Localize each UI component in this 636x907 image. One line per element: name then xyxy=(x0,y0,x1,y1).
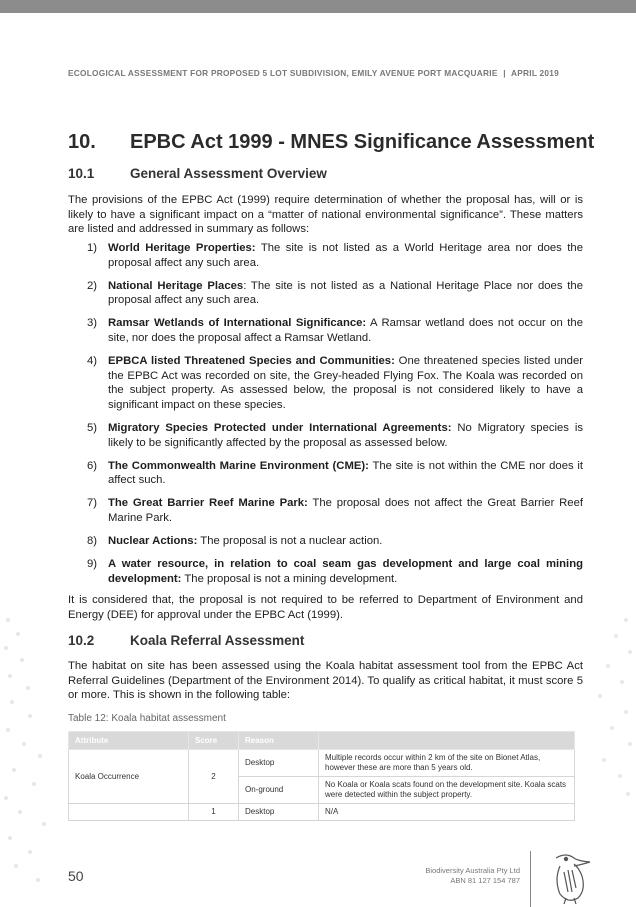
header-reason: Reason xyxy=(239,732,319,750)
section-number: 10. xyxy=(68,131,96,153)
kookaburra-logo-icon xyxy=(546,848,596,906)
page-number: 50 xyxy=(68,868,84,884)
section-title: EPBC Act 1999 - MNES Significance Assessment xyxy=(130,131,595,153)
company-name: Biodiversity Australia Pty Ltd xyxy=(425,866,520,875)
top-banner xyxy=(0,0,636,13)
list-item: 8) Nuclear Actions: The proposal is not a nuclear action. xyxy=(87,535,383,547)
table-caption: Table 12: Koala habitat assessment xyxy=(68,713,226,724)
running-header xyxy=(68,68,559,78)
list-item: 7) The Great Barrier Reef Marine Park: The proposal does not affect the Great Barrier Reef Marine Park. xyxy=(87,497,584,524)
cell-attribute: Koala Occurrence xyxy=(69,750,189,804)
cell-detail: N/A xyxy=(319,804,575,821)
assessment-intro: The provisions of the EPBC Act (1999) require determination of whether the proposal has, will or is likely to have a significant impact on a “matter of national environmental significance”. These matters are listed and addressed in summary as follows: xyxy=(68,194,583,236)
cell-detail: No Koala or Koala scats found on the development site. Koala scats were detected within the subject property. xyxy=(319,777,575,804)
cell-reason: Desktop xyxy=(239,804,319,821)
list-item: 9) A water resource, in relation to coal seam gas development and large coal mining development: The proposal is not a mining development. xyxy=(87,558,583,585)
list-item: 4) EPBCA listed Threatened Species and Communities: One threatened species listed under the EPBC Act was recorded on site, the Grey-headed Flying Fox. The Koala was recorded on the subject property. As assessed below, the proposal is not considered likely to have a significant impact on these species. xyxy=(87,355,583,411)
table-header-row xyxy=(69,732,575,750)
header-detail xyxy=(319,732,575,750)
section-heading xyxy=(68,131,594,154)
company-info xyxy=(420,866,520,886)
subsection-title: General Assessment Overview xyxy=(130,166,327,181)
mnes-list xyxy=(68,241,583,595)
list-item: 5) Migratory Species Protected under International Agreements: No Migratory species is likely to be significantly affected by the proposal as assessed below. xyxy=(87,421,583,449)
decorative-dot-pattern-left xyxy=(0,600,80,907)
list-item: 6) The Commonwealth Marine Environment (CME): The site is not within the CME nor does it affect such. xyxy=(87,459,583,487)
table-row xyxy=(69,750,575,777)
list-item: 1) World Heritage Properties: The site is not listed as a World Heritage area nor does the proposal affect any such area. xyxy=(87,242,583,269)
subsection-number: 10.1 xyxy=(68,166,95,181)
list-item: 3) Ramsar Wetlands of International Significance: A Ramsar wetland does not occur on the site, nor does the proposal affect a Ramsar Wetland. xyxy=(87,317,583,344)
cell-reason: Desktop xyxy=(239,750,319,777)
header-attribute: Attribute xyxy=(69,732,189,750)
list-item: 2) National Heritage Places: The site is not listed as a National Heritage Place nor does the proposal affect any such area. xyxy=(87,279,583,307)
cell-score: 1 xyxy=(189,804,239,821)
koala-habitat-table xyxy=(68,731,575,821)
cell-score: 2 xyxy=(189,750,239,804)
cell-reason: On-ground xyxy=(239,777,319,804)
subsection-title: Koala Referral Assessment xyxy=(130,633,305,648)
footer-divider xyxy=(530,851,531,907)
subsection-heading-10-1 xyxy=(68,166,327,181)
koala-intro: The habitat on site has been assessed using the Koala habitat assessment tool from the EPBC Act Referral Guidelines (Department of the Environment 2014). To qualify as critical habitat, it must score 5 or more. This is shown in the following table: xyxy=(68,660,583,702)
header-title: ECOLOGICAL ASSESSMENT FOR PROPOSED 5 LOT SUBDIVISION, EMILY AVENUE PORT MACQUARIE xyxy=(68,68,498,78)
cell-attribute xyxy=(69,804,189,821)
company-abn: ABN 81 127 154 787 xyxy=(450,876,520,885)
cell-detail: Multiple records occur within 2 km of the site on Bionet Atlas, however these are more than 5 years old. xyxy=(319,750,575,777)
header-date: APRIL 2019 xyxy=(511,68,560,78)
decorative-dot-pattern-right xyxy=(556,600,636,840)
header-separator: | xyxy=(503,68,506,78)
subsection-heading-10-2 xyxy=(68,633,304,648)
header-score: Score xyxy=(189,732,239,750)
referral-conclusion: It is considered that, the proposal is not required to be referred to Department of Environment and Energy (DEE) for approval under the EPBC Act (1999). xyxy=(68,594,583,621)
subsection-number: 10.2 xyxy=(68,633,95,648)
table-row xyxy=(69,804,575,821)
